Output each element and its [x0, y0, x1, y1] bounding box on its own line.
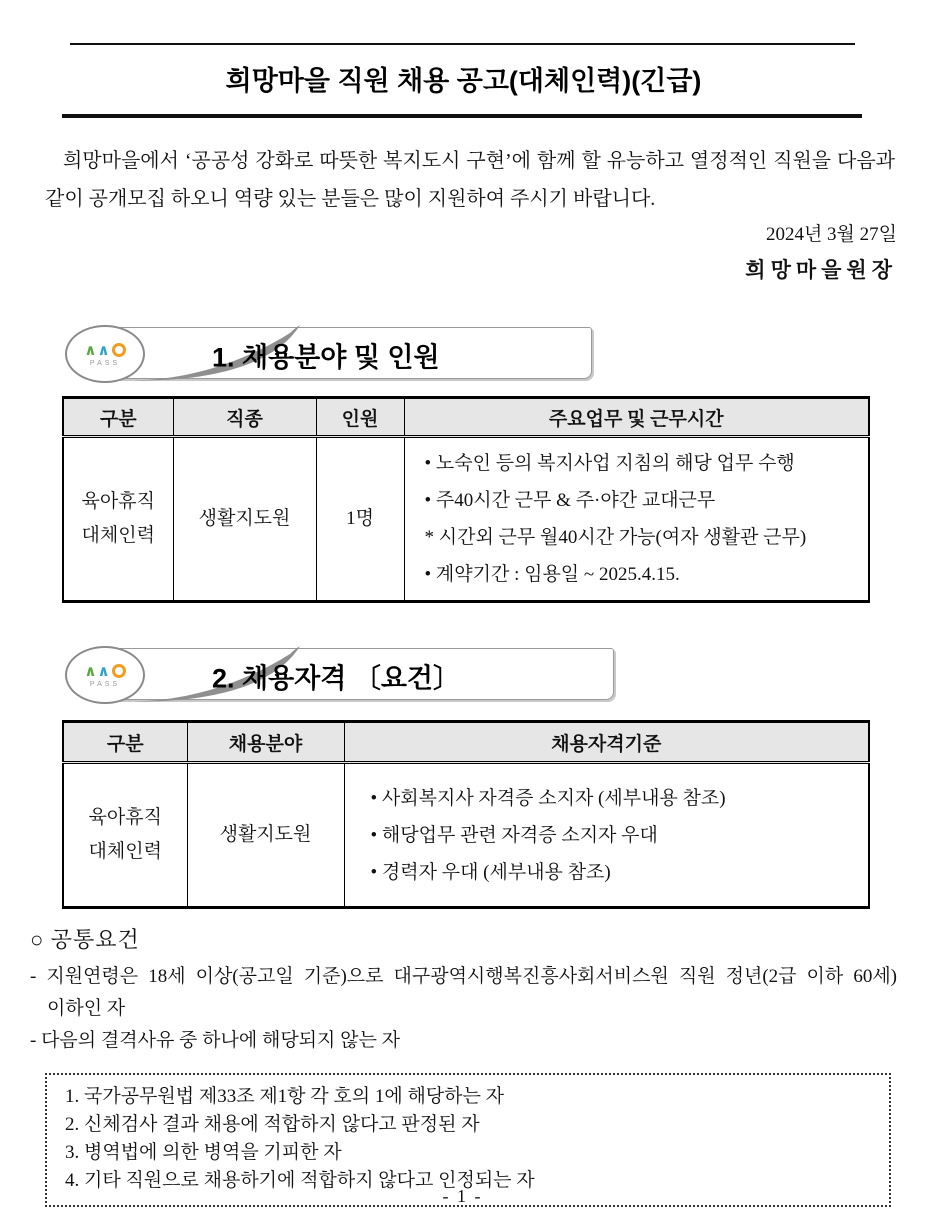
- qualification-table: [62, 720, 870, 909]
- table2-row: [63, 763, 869, 908]
- common-requirements-heading: ○ 공통요건: [30, 927, 140, 952]
- table2-header-category: 구분: [63, 722, 187, 763]
- table1-cell-headcount: 1명: [316, 437, 404, 602]
- pass-logo-caption: PASS: [89, 681, 121, 688]
- table2-cell-field: 생활지도원: [187, 763, 344, 908]
- category-line1: 육아휴직: [88, 807, 162, 828]
- title-underline-rule: [62, 114, 862, 118]
- disqualification-item: 1. 국가공무원법 제33조 제1항 각 호의 1에 해당하는 자: [65, 1086, 504, 1107]
- table2-cell-criteria: [344, 763, 869, 908]
- table1-header-job: 직종: [173, 398, 316, 437]
- table1-header-duties: 주요업무 및 근무시간: [404, 398, 869, 437]
- table2-header-row: [63, 722, 869, 763]
- criteria-item: • 사회복지사 자격증 소지자 (세부내용 참조): [370, 787, 726, 809]
- page-number: - 1 -: [442, 1186, 483, 1206]
- announcement-date: 2024년 3월 27일: [765, 224, 897, 245]
- section2-banner: [62, 645, 897, 707]
- pass-logo-icon: [65, 646, 145, 704]
- orange-ring-icon: [112, 343, 126, 357]
- caret-green-icon: ∧: [84, 661, 97, 680]
- table1-cell-duties: [404, 437, 869, 602]
- signer-name: 희망마을원장: [745, 258, 897, 282]
- table2-header-criteria: 채용자격기준: [344, 722, 869, 763]
- table2-header-field: 채용분야: [187, 722, 344, 763]
- caret-teal-icon: ∧: [97, 340, 110, 359]
- disqualification-item: 4. 기타 직원으로 채용하기에 적합하지 않다고 인정되는 자: [65, 1170, 535, 1191]
- common-requirement-item: - 다음의 결격사유 중 하나에 해당되지 않는 자: [30, 1030, 400, 1051]
- category-line1: 육아휴직: [81, 491, 155, 512]
- pass-logo-glyphs: [84, 662, 125, 680]
- duty-item: • 주40시간 근무 & 주·야간 교대근무: [424, 490, 716, 511]
- common-requirements-list: [30, 961, 897, 1057]
- criteria-item: • 해당업무 관련 자격증 소지자 우대: [370, 824, 658, 846]
- caret-teal-icon: ∧: [97, 661, 110, 680]
- disqualification-item: 3. 병역법에 의한 병역을 기피한 자: [65, 1142, 342, 1163]
- caret-green-icon: ∧: [84, 340, 97, 359]
- top-rule: [70, 43, 855, 45]
- pass-logo-glyphs: [84, 341, 125, 359]
- duty-item: * 시간외 근무 월40시간 가능(여자 생활관 근무): [424, 527, 807, 548]
- section1-banner: [62, 324, 897, 386]
- section1-heading: 1. 채용분야 및 인원: [212, 342, 440, 373]
- table1-header-category: 구분: [63, 398, 173, 437]
- pass-logo-icon: [65, 325, 145, 383]
- duty-item: • 계약기간 : 임용일 ~ 2025.4.15.: [424, 564, 680, 585]
- page-title: 희망마을 직원 채용 공고(대체인력)(긴급): [225, 66, 702, 96]
- recruitment-field-table: [62, 396, 870, 603]
- table1-cell-category: [63, 437, 173, 602]
- pass-logo-caption: PASS: [89, 360, 121, 367]
- table1-header-headcount: 인원: [316, 398, 404, 437]
- table1-cell-job: 생활지도원: [173, 437, 316, 602]
- duty-item: • 노숙인 등의 복지사업 지침의 해당 업무 수행: [424, 453, 795, 474]
- orange-ring-icon: [112, 664, 126, 678]
- intro-paragraph: 희망마을에서 ‘공공성 강화로 따뜻한 복지도시 구현’에 함께 할 유능하고 열정적인 직원을 다음과 같이 공개모집 하오니 역량 있는 분들은 많이 지원하여 주시기 바랍니다.: [45, 150, 895, 210]
- table1-row: [63, 437, 869, 602]
- common-requirement-item: - 지원연령은 18세 이상(공고일 기준)으로 대구광역시행복진흥사회서비스원 직원 정년(2급 이하 60세) 이하인 자: [30, 966, 897, 1019]
- disqualification-item: 2. 신체검사 결과 채용에 적합하지 않다고 판정된 자: [65, 1114, 480, 1135]
- table2-cell-category: [63, 763, 187, 908]
- table1-header-row: [63, 398, 869, 437]
- category-line2: 대체인력: [88, 841, 162, 862]
- category-line2: 대체인력: [81, 525, 155, 546]
- criteria-item: • 경력자 우대 (세부내용 참조): [370, 861, 611, 883]
- section2-heading: 2. 채용자격 〔요건〕: [212, 663, 461, 694]
